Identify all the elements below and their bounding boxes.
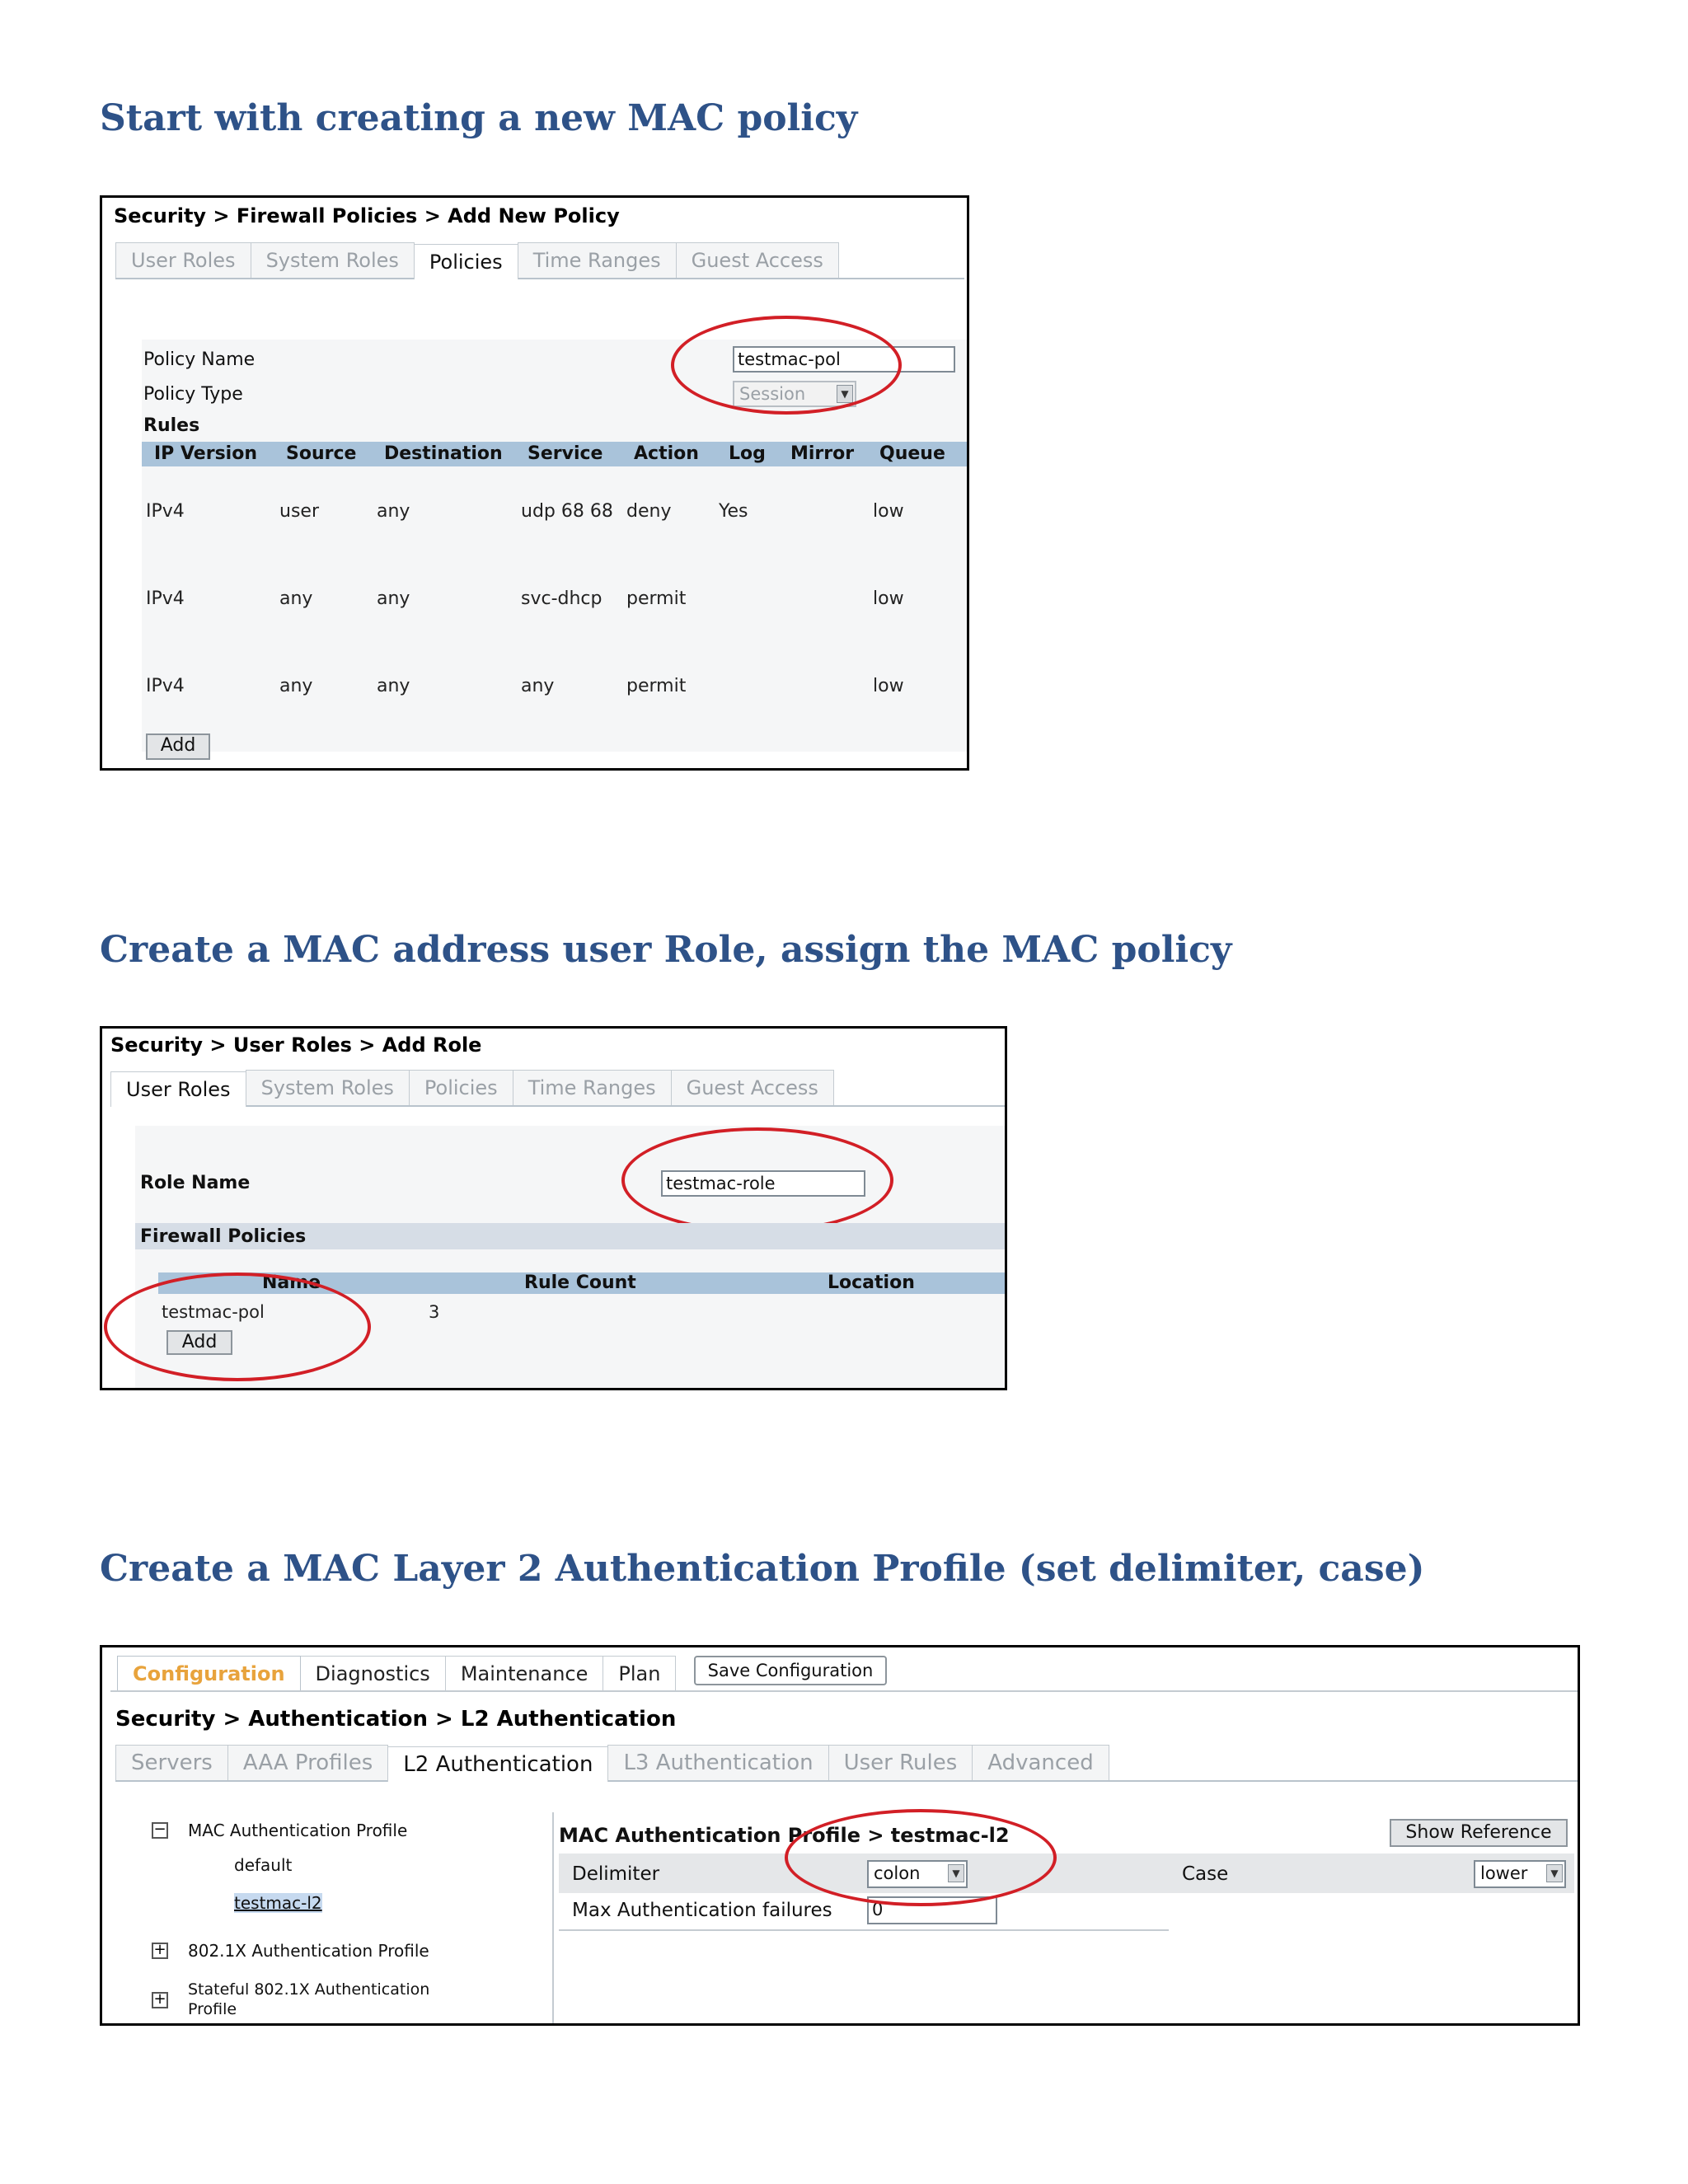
table-cell: deny — [626, 501, 672, 522]
col-location: Location — [828, 1272, 915, 1293]
breadcrumb: Security > User Roles > Add Role — [110, 1033, 482, 1057]
tab-system-roles[interactable]: System Roles — [246, 1070, 410, 1105]
col-action: Action — [634, 443, 699, 464]
col-name: Name — [262, 1272, 321, 1293]
case-select[interactable] — [1474, 1860, 1566, 1888]
tree-8021x-profile[interactable]: 802.1X Authentication Profile — [188, 1941, 429, 1961]
max-fail-label: Max Authentication failures — [572, 1900, 832, 1921]
policy-type-value: Session — [739, 384, 806, 404]
tab-user-roles[interactable]: User Roles — [110, 1071, 246, 1107]
delimiter-value: colon — [874, 1863, 921, 1883]
table-cell: IPv4 — [146, 501, 185, 522]
table-cell: permit — [626, 676, 687, 696]
chevron-down-icon: ▼ — [837, 385, 853, 403]
case-label: Case — [1182, 1863, 1229, 1885]
tree-mac-profile[interactable]: MAC Authentication Profile — [188, 1821, 408, 1840]
tab-time-ranges[interactable]: Time Ranges — [513, 1070, 672, 1105]
heading-user-role: Create a MAC address user Role, assign the MAC policy — [100, 929, 1232, 971]
tree-testmac-l2[interactable]: testmac-l2 — [234, 1893, 322, 1913]
tab-bar — [110, 1070, 1007, 1107]
tab-aaa-profiles[interactable]: AAA Profiles — [227, 1745, 388, 1780]
tab-policies[interactable]: Policies — [414, 244, 518, 279]
delimiter-label: Delimiter — [572, 1863, 660, 1885]
table-cell: any — [377, 588, 410, 609]
tab-guest-access[interactable]: Guest Access — [671, 1070, 834, 1105]
table-cell: IPv4 — [146, 676, 185, 696]
table-cell: any — [377, 501, 410, 522]
col-mirror: Mirror — [790, 443, 855, 464]
tab-servers[interactable]: Servers — [115, 1745, 228, 1780]
top-nav — [117, 1656, 675, 1691]
divider — [552, 1812, 554, 2026]
tab-user-roles[interactable]: User Roles — [115, 242, 251, 278]
col-destination: Destination — [384, 443, 503, 464]
table-cell: testmac-pol — [162, 1302, 265, 1322]
divider — [110, 1690, 1578, 1692]
tree-default[interactable]: default — [234, 1855, 293, 1875]
expand-icon[interactable]: + — [152, 1992, 168, 2008]
heading-l2-profile: Create a MAC Layer 2 Authentication Profile (set delimiter, case) — [100, 1548, 1425, 1590]
tab-time-ranges[interactable]: Time Ranges — [518, 242, 677, 278]
divider — [559, 1929, 1169, 1931]
tab-advanced[interactable]: Advanced — [972, 1745, 1109, 1780]
role-name-label: Role Name — [140, 1173, 251, 1193]
tab-l3-authentication[interactable]: L3 Authentication — [607, 1745, 828, 1780]
add-rule-button[interactable]: Add — [146, 733, 210, 760]
table-cell: low — [873, 588, 904, 609]
tab-maintenance[interactable]: Maintenance — [445, 1656, 604, 1691]
col-source: Source — [286, 443, 357, 464]
case-value: lower — [1480, 1863, 1528, 1883]
tab-system-roles[interactable]: System Roles — [251, 242, 415, 278]
firewall-policies-label: Firewall Policies — [140, 1226, 307, 1247]
table-cell: any — [279, 676, 313, 696]
table-cell: any — [521, 676, 555, 696]
screenshot-add-policy — [100, 195, 969, 771]
role-name-input[interactable]: testmac-role — [661, 1170, 865, 1197]
col-service: Service — [528, 443, 603, 464]
policy-name-label: Policy Name — [143, 349, 256, 370]
panel-title: MAC Authentication Profile > testmac-l2 — [559, 1824, 1010, 1847]
tab-policies[interactable]: Policies — [409, 1070, 513, 1105]
heading-mac-policy: Start with creating a new MAC policy — [100, 97, 858, 139]
tab-diagnostics[interactable]: Diagnostics — [300, 1656, 446, 1691]
annotation-oval — [671, 316, 902, 415]
tab-plan[interactable]: Plan — [603, 1656, 676, 1691]
chevron-down-icon: ▼ — [1546, 1864, 1563, 1882]
tab-user-rules[interactable]: User Rules — [828, 1745, 973, 1780]
collapse-icon[interactable]: − — [152, 1822, 168, 1839]
tab-bar — [115, 242, 964, 279]
breadcrumb: Security > Authentication > L2 Authentication — [115, 1707, 677, 1732]
table-cell: 3 — [429, 1302, 440, 1322]
table-cell: low — [873, 676, 904, 696]
annotation-oval — [785, 1809, 1057, 1906]
tab-l2-authentication[interactable]: L2 Authentication — [387, 1746, 608, 1782]
table-cell: any — [377, 676, 410, 696]
table-cell: user — [279, 501, 319, 522]
tree-stateful-8021x-line2[interactable]: Profile — [188, 2000, 237, 2018]
table-cell: low — [873, 501, 904, 522]
add-policy-button[interactable]: Add — [166, 1330, 232, 1355]
table-cell: udp 68 68 — [521, 501, 613, 522]
col-ip-version: IP Version — [154, 443, 257, 464]
show-reference-button[interactable]: Show Reference — [1390, 1819, 1568, 1847]
table-cell: IPv4 — [146, 588, 185, 609]
delimiter-row — [559, 1854, 1574, 1893]
table-cell: svc-dhcp — [521, 588, 603, 609]
tab-guest-access[interactable]: Guest Access — [676, 242, 839, 278]
breadcrumb: Security > Firewall Policies > Add New Policy — [114, 204, 620, 227]
table-cell: any — [279, 588, 313, 609]
col-queue: Queue — [879, 443, 945, 464]
tab-bar — [115, 1745, 1580, 1782]
save-configuration-button[interactable]: Save Configuration — [694, 1656, 887, 1685]
annotation-oval — [104, 1272, 371, 1381]
screenshot-l2-auth — [100, 1645, 1580, 2026]
policy-type-label: Policy Type — [143, 384, 243, 405]
policy-name-input[interactable]: testmac-pol — [733, 346, 955, 373]
annotation-oval — [621, 1127, 893, 1233]
col-log: Log — [729, 443, 766, 464]
expand-icon[interactable]: + — [152, 1943, 168, 1959]
tree-stateful-8021x[interactable]: Stateful 802.1X Authentication — [188, 1980, 430, 1999]
screenshot-add-role — [100, 1026, 1007, 1390]
table-cell: permit — [626, 588, 687, 609]
rules-table-header — [142, 442, 969, 466]
tab-configuration[interactable]: Configuration — [117, 1656, 301, 1691]
max-fail-input[interactable]: 0 — [867, 1896, 997, 1924]
chevron-down-icon: ▼ — [948, 1864, 964, 1882]
rules-label: Rules — [143, 415, 200, 436]
table-cell: Yes — [719, 501, 748, 522]
col-rule-count: Rule Count — [524, 1272, 636, 1293]
